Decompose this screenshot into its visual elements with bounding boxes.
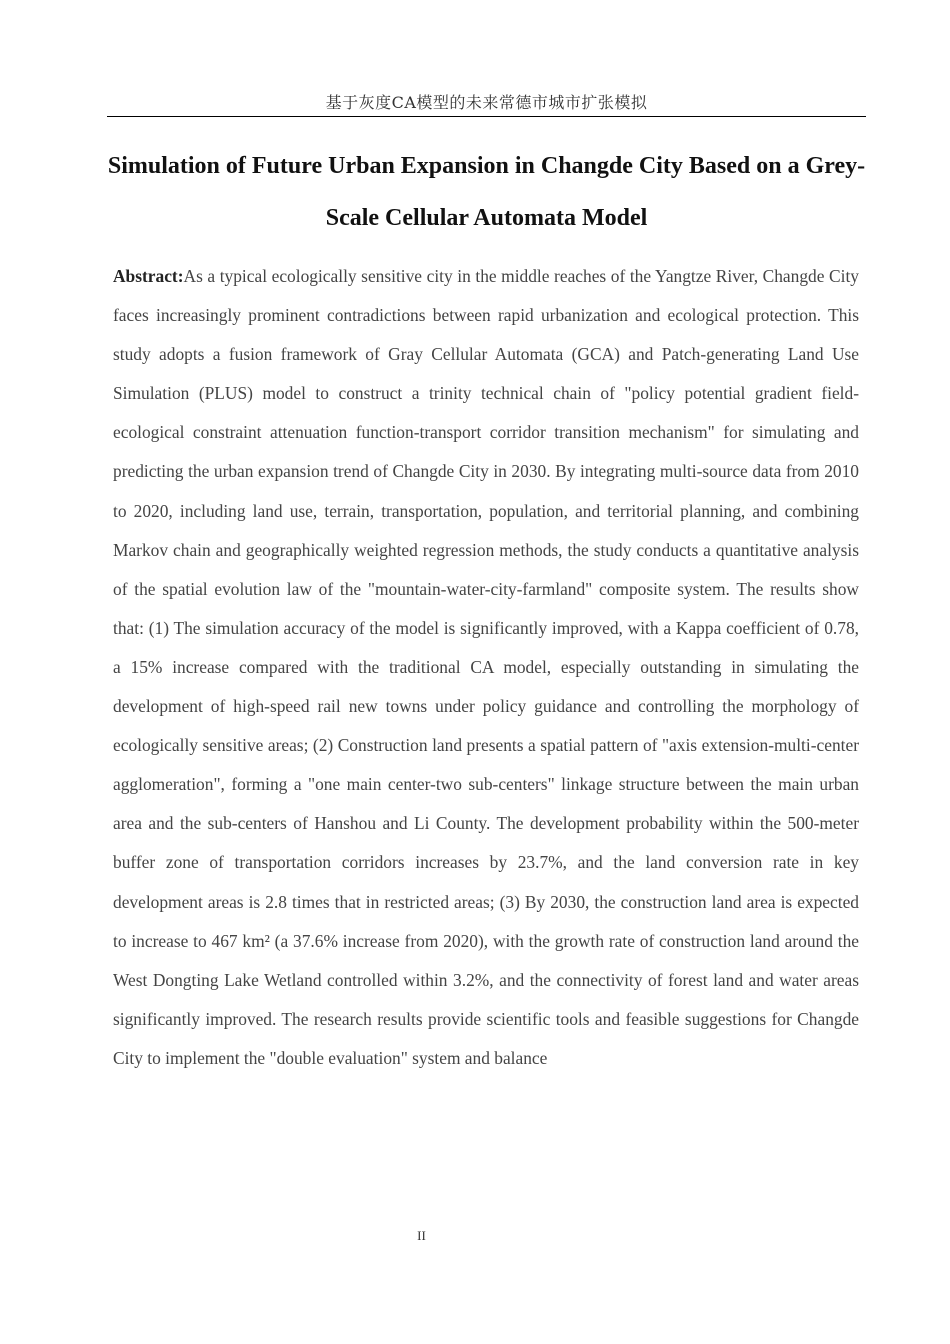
abstract-paragraph — [113, 257, 859, 1078]
running-header: 基于灰度CA模型的未来常德市城市扩张模拟 — [107, 92, 866, 117]
abstract-label: Abstract: — [113, 266, 184, 286]
page-number: II — [417, 1228, 426, 1243]
paper-title: Simulation of Future Urban Expansion in Changde City Based on a Grey-Scale Cellular Automata Model — [107, 153, 866, 231]
abstract-text: As a typical ecologically sensitive city in the middle reaches of the Yangtze River, Changde City faces increasingly prominent contradictions between rapid urbanization and ecological protection. This study adopts a fusion framework of Gray Cellular Automata (GCA) and Patch-generating Land Use Simulation (PLUS) model to construct a trinity technical chain of "policy potential gradient field-ecological constraint attenuation function-transport corridor transition mechanism" for simulating and predicting the urban expansion trend of Changde City in 2030. By integrating multi-source data from 2010 to 2020, including land use, terrain, transportation, population, and territorial planning, and combining Markov chain and geographically weighted regression methods, the study conducts a quantitative analysis of the spatial evolution law of the "mountain-water-city-farmland" composite system. The results show that: (1) The simulation accuracy of the model is significantly improved, with a Kappa coefficient of 0.78, a 15% increase compared with the traditional CA model, especially outstanding in simulating the development of high-speed rail new towns under policy guidance and controlling the morphology of ecologically sensitive areas; (2) Construction land presents a spatial pattern of "axis extension-multi-center agglomeration", forming a "one main center-two sub-centers" linkage structure between the main urban area and the sub-centers of Hanshou and Li County. The development probability within the 500-meter buffer zone of transportation corridors increases by 23.7%, and the land conversion rate in key development areas is 2.8 times that in restricted areas; (3) By 2030, the construction land area is expected to increase to 467 km² (a 37.6% increase from 2020), with the growth rate of construction land around the West Dongting Lake Wetland controlled within 3.2%, and the connectivity of forest land and water areas significantly improved. The research results provide scientific tools and feasible suggestions for Changde City to implement the "double evaluation" system and balance — [113, 266, 859, 1068]
